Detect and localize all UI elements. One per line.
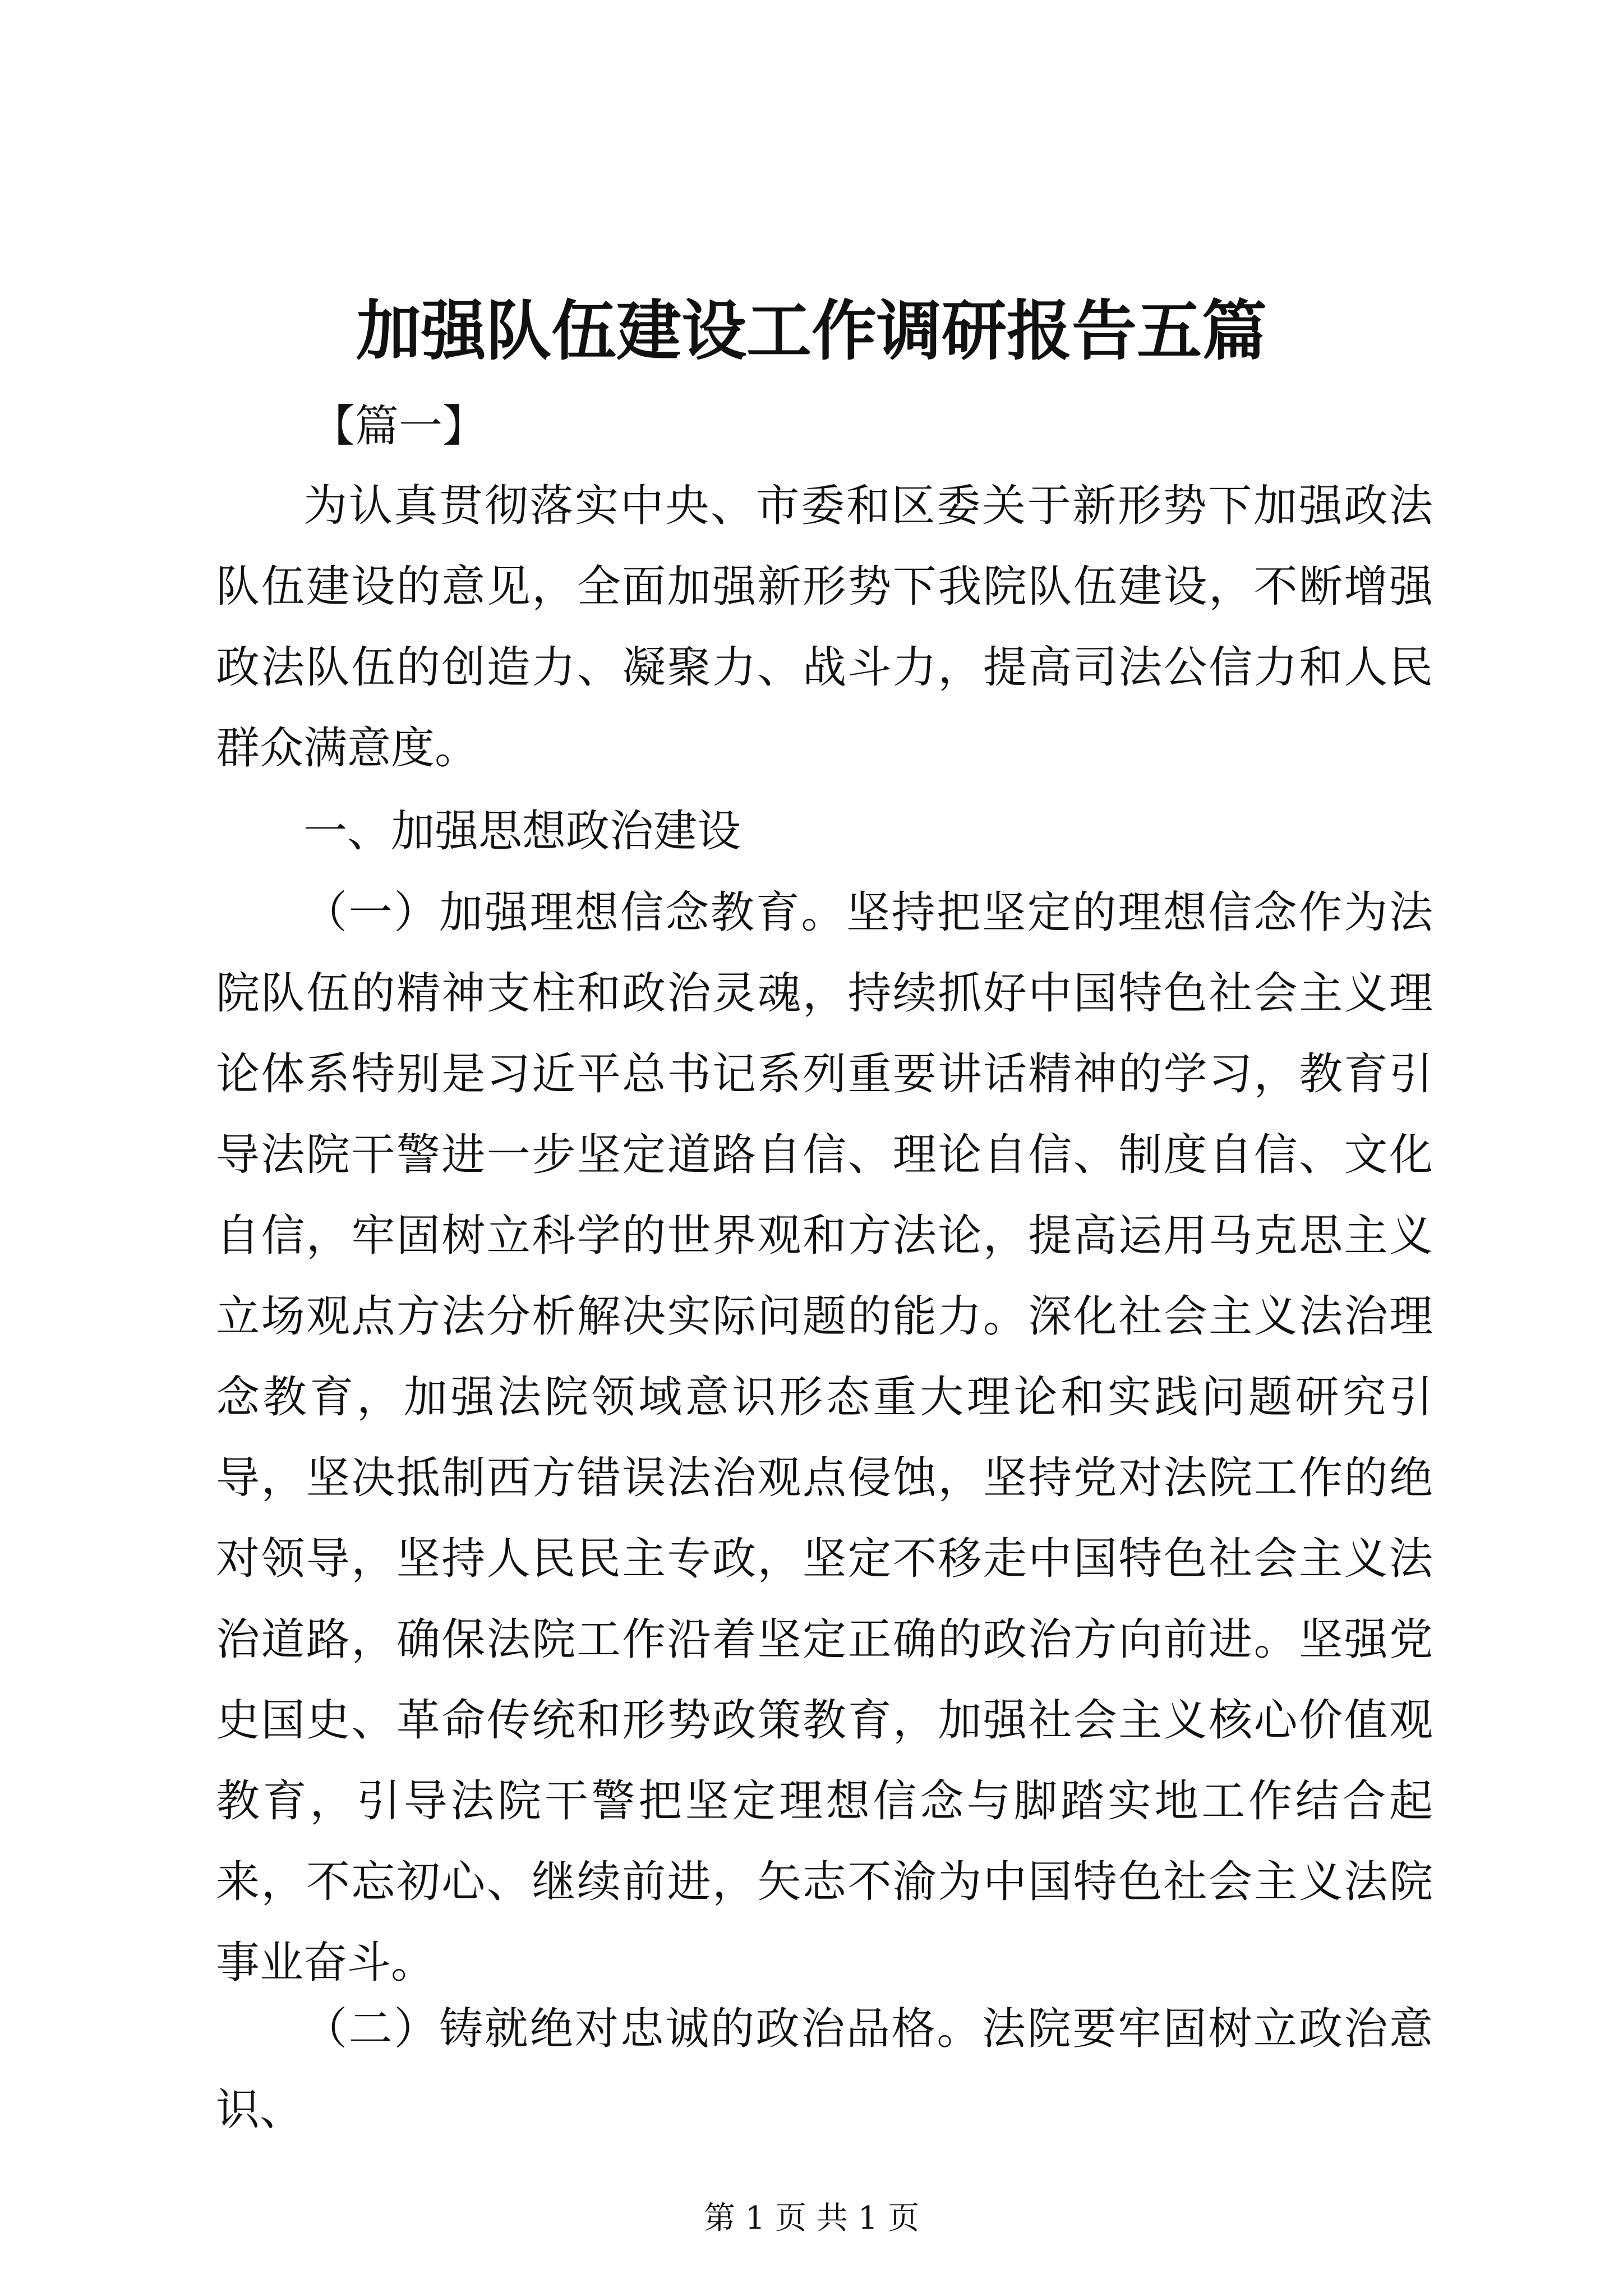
page-footer: 第 1 页 共 1 页 (703, 2200, 920, 2237)
intro-paragraph: 为认真贯彻落实中央、市委和区委关于新形势下加强政法队伍建设的意见，全面加强新形势下我院队伍建设，不断增强政法队伍的创造力、凝聚力、战斗力，提高司法公信力和人民群众满意度。 (216, 481, 1433, 774)
document-title: 加强队伍建设工作调研报告五篇 (356, 293, 1267, 369)
section-heading: 一、加强思想政治建设 (303, 806, 741, 857)
section-marker: 【篇一】 (311, 401, 487, 452)
item-paragraph-2: （二）铸就绝对忠诚的政治品格。法院要牢固树立政治意识、 (216, 2004, 1433, 2135)
item-paragraph-1: （一）加强理想信念教育。坚持把坚定的理想信念作为法院队伍的精神支柱和政治灵魂，持续抓好中国特色社会主义理论体系特别是习近平总书记系列重要讲话精神的学习，教育引导法院干警进一步坚定道路自信、理论自信、制度自信、文化自信，牢固树立科学的世界观和方法论，提高运用马克思主义立场观点方法分析解决实际问题的能力。深化社会主义法治理念教育，加强法院领域意识形态重大理论和实践问题研究引导，坚决抵制西方错误法治观点侵蚀，坚持党对法院工作的绝对领导，坚持人民民主专政，坚定不移走中国特色社会主义法治道路，确保法院工作沿着坚定正确的政治方向前进。坚强党史国史、革命传统和形势政策教育，加强社会主义核心价值观教育，引导法院干警把坚定理想信念与脚踏实地工作结合起来，不忘初心、继续前进，矢志不渝为中国特色社会主义法院事业奋斗。 (216, 887, 1433, 1988)
